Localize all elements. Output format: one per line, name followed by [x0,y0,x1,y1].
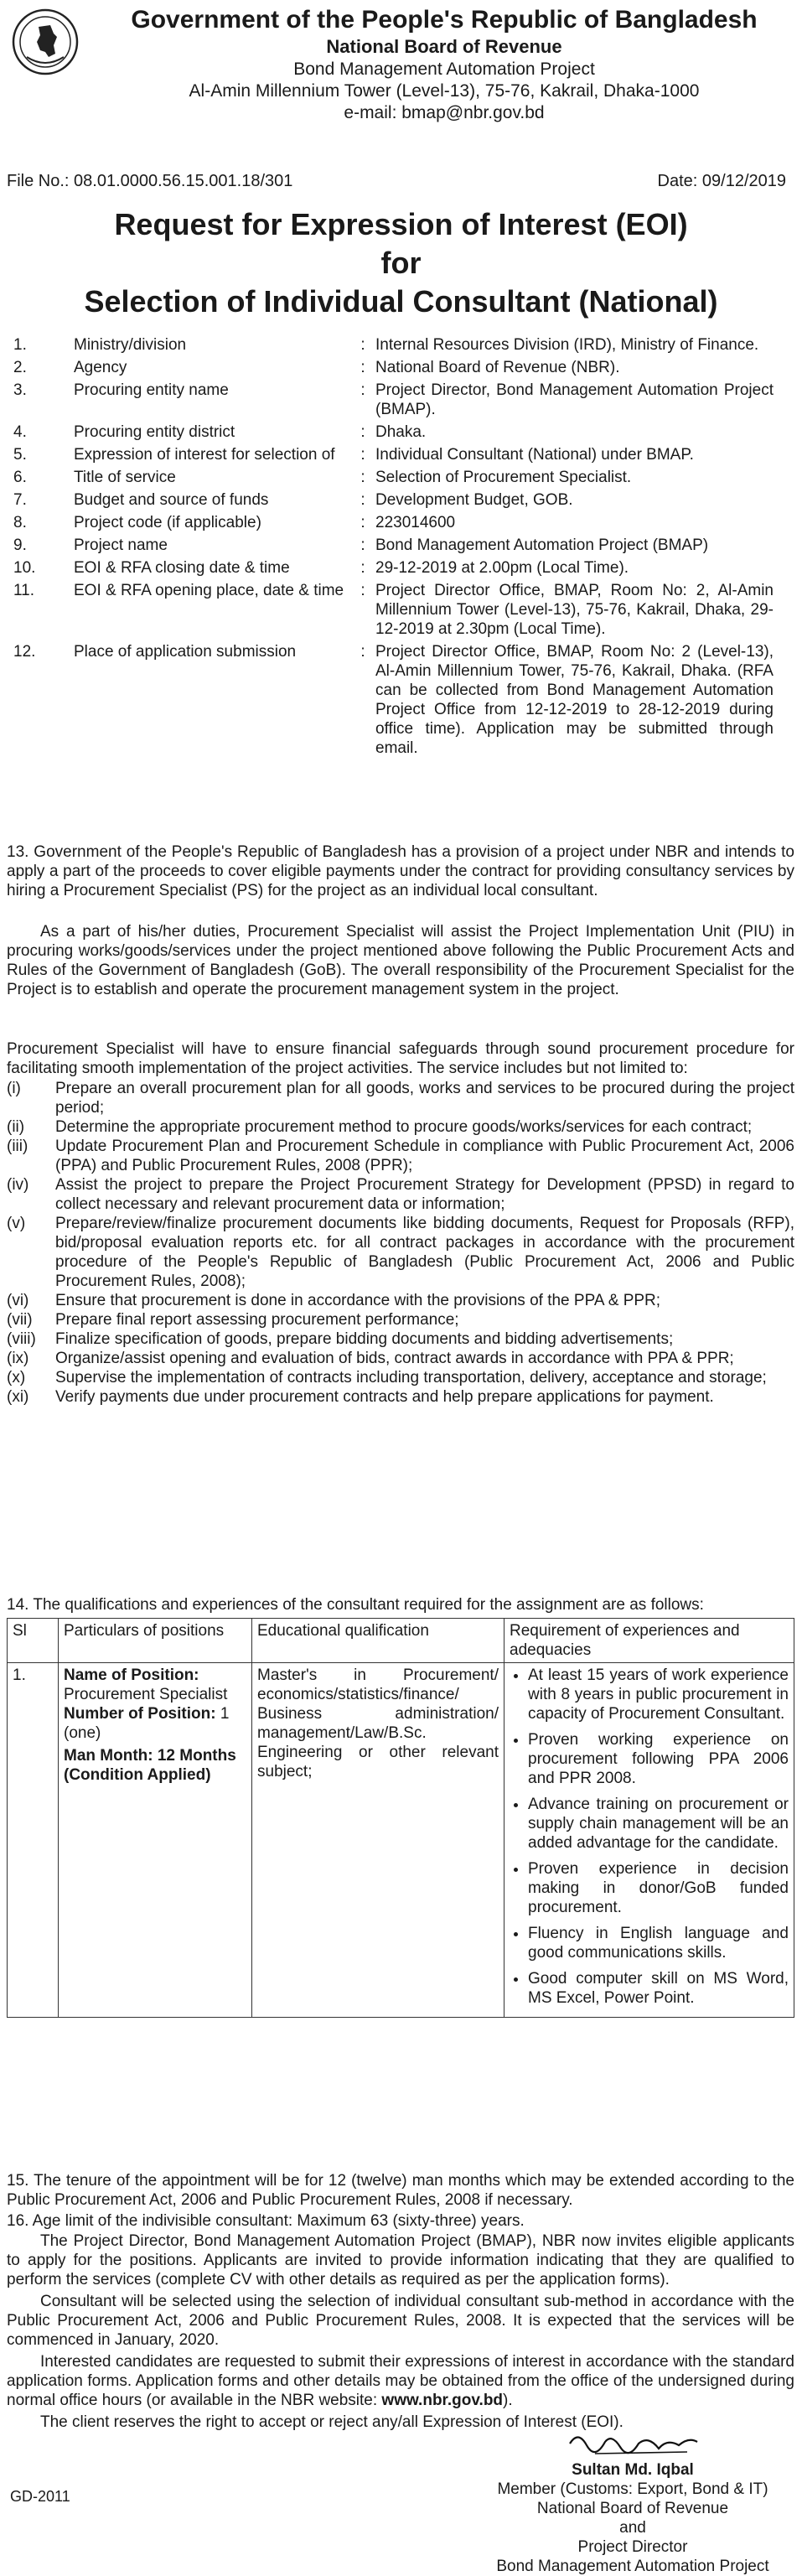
info-row [7,335,794,355]
paragraph-reserve: The client reserves the right to accept or reject any/all Expression of Interest (EOI). [40,2413,623,2431]
info-colon: : [360,469,365,486]
list-item-label: (ii) [7,1118,25,1136]
info-colon: : [360,423,365,441]
row-sl: 1. [8,1663,59,2018]
file-number: File No.: 08.01.0000.56.15.001.18/301 [7,172,293,190]
experience-item: • Proven working experience on procurement following PPA 2006 and PPR 2008. [528,1730,789,1788]
info-colon: : [360,381,365,399]
info-value: Selection of Procurement Specialist. [375,469,632,486]
info-key: EOI & RFA closing date & time [74,559,290,577]
letterhead [0,0,802,159]
signatory-role: Member (Customs: Export, Bond & IT) [497,2480,768,2498]
project-name: Bond Management Automation Project [293,60,595,79]
government-seal-icon [12,8,79,75]
signatory-org: National Board of Revenue [536,2500,729,2517]
experience-list [510,1666,789,2008]
experience-item: • Good computer skill on MS Word, MS Excel, Power Point. [528,1969,789,2008]
info-colon: : [360,359,365,376]
info-row [7,581,794,639]
info-number: 10. [13,559,36,577]
office-email: e-mail: bmap@nbr.gov.bd [344,103,545,122]
man-month: Man Month: 12 Months (Condition Applied) [64,1747,236,1784]
signatory-project: Bond Management Automation Project [496,2558,769,2575]
info-colon: : [360,643,365,661]
info-value: Dhaka. [375,423,427,441]
title-line-2: for [380,246,422,280]
list-item-label: (iii) [7,1138,28,1155]
signature-scribble-icon [561,2427,704,2460]
issue-date: Date: 09/12/2019 [657,172,786,190]
info-number: 6. [13,469,27,486]
info-key: Place of application submission [74,643,297,661]
footer-code: GD-2011 [10,2488,70,2505]
list-item [7,1368,794,1387]
col-experience: Requirement of experiences and adequacies [504,1619,794,1663]
info-row [7,513,794,532]
info-number: 2. [13,359,27,376]
info-value: Project Director Office, BMAP, Room No: 2, Al-Amin Millennium Tower (Level-13), 75-76, Kakrail, Dhaka, 29-12-2019 at 2.30pm (Local Time). [375,582,774,638]
info-value: Development Budget, GOB. [375,491,573,509]
list-item [7,1117,794,1137]
list-item [7,1175,794,1214]
info-value: National Board of Revenue (NBR). [375,359,620,376]
info-value: Internal Resources Division (IRD), Ministry of Finance. [375,336,759,354]
list-item [7,1329,794,1349]
info-colon: : [360,514,365,531]
info-number: 9. [13,536,27,554]
row-education: Master's in Procurement/ economics/statistics/finance/ Business administration/ management/Law/B.Sc. Engineering or other relevant subject; [252,1663,504,2018]
info-key: Expression of interest for selection of [74,446,335,464]
col-sl: Sl [8,1619,59,1663]
list-item-text: Assist the project to prepare the Project Procurement Strategy for Development (PPSD) in regard to collect necessary and relevant procurement data or information; [55,1176,794,1213]
info-key: EOI & RFA opening place, date & time [74,582,344,599]
row-experience [504,1663,794,2018]
info-row [7,642,794,758]
list-item-text: Update Procurement Plan and Procurement Schedule in compliance with Public Procurement Act, 2006 (PPA) and Public Procurement Rules, 2008 (PPR); [55,1138,794,1174]
paragraph-interested: Interested candidates are requested to submit their expressions of interest in accordance with the standard application forms. Application forms and other details may be obtained from the office of the undersigned during normal office hours (or available in the NBR website: www.nbr.gov.bd). [7,2353,794,2409]
info-colon: : [360,446,365,464]
position-number: 1 (one) [64,1705,230,1742]
info-key: Agency [74,359,127,376]
list-item-label: (iv) [7,1176,29,1194]
office-address: Al-Amin Millennium Tower (Level-13), 75-76, Kakrail, Dhaka-1000 [189,81,700,101]
list-item-label: (vii) [7,1311,33,1329]
position-name: Procurement Specialist [64,1686,228,1703]
info-row [7,381,794,419]
list-item-label: (vi) [7,1292,29,1309]
paragraph-13: 13. Government of the People's Republic of Bangladesh has a provision of a project under NBR and intends to apply a part of the proceeds to cover eligible payments under the contract for providing consultancy services by hiring a Procurement Specialist (PS) for the project as an individual local consultant. [7,843,794,899]
info-value: Project Director, Bond Management Automation Project (BMAP). [375,381,774,418]
info-number: 8. [13,514,27,531]
website-link[interactable]: www.nbr.gov.bd [381,2392,504,2409]
paragraph-15: 15. The tenure of the appointment will be for 12 (twelve) man months which may be extended according to the Public Procurement Act, 2006 and Public Procurement Rules, 2008 if necessary. [7,2172,794,2209]
info-number: 11. [13,582,35,599]
signature-block [469,2427,796,2576]
info-colon: : [360,559,365,577]
title-line-1: Request for Expression of Interest (EOI) [114,207,688,241]
info-row [7,536,794,555]
experience-item: • Advance training on procurement or supply chain management will be an added advantage for the candidate. [528,1795,789,1853]
col-particulars: Particulars of positions [59,1619,252,1663]
info-row [7,358,794,377]
info-row [7,558,794,578]
list-item [7,1079,794,1117]
title-line-3: Selection of Individual Consultant (National) [84,284,718,319]
info-key: Project code (if applicable) [74,514,261,531]
experience-item: • At least 15 years of work experience with 8 years in public procurement in capacity of Procurement Consultant. [528,1666,789,1723]
list-item-text: Ensure that procurement is done in accordance with the provisions of the PPA & PPR; [55,1292,661,1309]
paragraph-safeguards: Procurement Specialist will have to ensure financial safeguards through sound procurement procedure for facilitating smooth implementation of the project activities. The service includes but not limited to: [7,1040,794,1077]
info-row [7,445,794,464]
info-value: Individual Consultant (National) under BMAP. [375,446,694,464]
services-list [7,1079,794,1407]
experience-item: • Proven experience in decision making in donor/GoB funded procurement. [528,1859,789,1917]
list-item-text: Supervise the implementation of contracts including transportation, delivery, acceptance and storage; [55,1369,767,1386]
info-colon: : [360,336,365,354]
paragraph-16: 16. Age limit of the indivisible consultant: Maximum 63 (sixty-three) years. [7,2212,525,2230]
info-key: Project name [74,536,168,554]
list-item-text: Finalize specification of goods, prepare bidding documents and bidding advertisements; [55,1330,674,1348]
paragraph-invite: The Project Director, Bond Management Automation Project (BMAP), NBR now invites eligible applicants to apply for the positions. Applicants are invited to provide information indicating that they are qualified to perform the services (complete CV with other details as required as per the application forms). [7,2232,794,2288]
info-colon: : [360,582,365,599]
info-value: Project Director Office, BMAP, Room No: 2 (Level-13), Al-Amin Millennium Tower, 75-76, Kakrail, Dhaka. (RFA can be collected from Bond Management Automation Project Office from 12-12-2019 to 28-12-2019 during office time). Application may be submitted through email. [375,643,774,757]
info-key: Title of service [74,469,176,486]
info-key: Ministry/division [74,336,187,354]
list-item-label: (viii) [7,1330,36,1348]
info-row [7,468,794,487]
info-key: Procuring entity district [74,423,235,441]
list-item [7,1387,794,1407]
info-value: 29-12-2019 at 2.00pm (Local Time). [375,559,629,577]
list-item [7,1310,794,1329]
info-number: 7. [13,491,27,509]
paragraph-duties: As a part of his/her duties, Procurement Specialist will assist the Project Implementation Unit (PIU) in procuring works/goods/services under the project mentioned above following the Public Procurement Acts and Rules of the Government of Bangladesh (GoB). The overall responsibility of the Procurement Specialist for the Project is to establish and operate the procurement management system in the project. [7,923,794,998]
info-colon: : [360,536,365,554]
info-number: 5. [13,446,27,464]
paragraph-selection: Consultant will be selected using the selection of individual consultant sub-method in accordance with the Public Procurement Act, 2006 and Public Procurement Rules, 2008. It is expected that the services will be commenced in January, 2020. [7,2293,794,2349]
info-value: 223014600 [375,514,456,531]
list-item-text: Prepare final report assessing procurement performance; [55,1311,459,1329]
board-name: National Board of Revenue [326,36,562,57]
info-row [7,422,794,442]
paragraph-14: 14. The qualifications and experiences of the consultant required for the assignment are as follows: [7,1596,704,1614]
table-row [8,1663,794,2018]
info-number: 1. [13,336,27,354]
info-value: Bond Management Automation Project (BMAP) [375,536,709,554]
list-item-text: Verify payments due under procurement contracts and help prepare applications for payment. [55,1388,714,1406]
page-title [0,205,802,321]
list-item-text: Prepare/review/finalize procurement documents like bidding documents, Request for Proposals (RFP), bid/proposal evaluation reports etc. for all contract packages in accordance with the procurement procedure of the People's Republic of Bangladesh (Public Procurement Act, 2006 and Public Procurement Rules, 2008); [55,1215,794,1290]
info-key: Budget and source of funds [74,491,269,509]
info-colon: : [360,491,365,509]
list-item [7,1214,794,1291]
list-item-text: Organize/assist opening and evaluation of bids, contract awards in accordance with PPA & PPR; [55,1350,734,1367]
signatory-and: and [619,2519,646,2537]
qualifications-table [7,1618,794,2018]
list-item [7,1291,794,1310]
info-number: 4. [13,423,27,441]
file-line [7,172,794,191]
position-name-label: Name of Position: [64,1666,199,1684]
position-number-label: Number of Position: [64,1705,216,1723]
experience-item: • Fluency in English language and good communications skills. [528,1924,789,1962]
list-item-text: Prepare an overall procurement plan for all goods, works and services to be procured during the project period; [55,1080,794,1117]
info-number: 3. [13,381,27,399]
list-item-label: (i) [7,1080,21,1097]
info-number: 12. [13,643,36,661]
government-name: Government of the People's Republic of Bangladesh [131,6,758,34]
list-item-text: Determine the appropriate procurement method to procure goods/works/services for each contract; [55,1118,753,1136]
procurement-info-list [7,335,794,761]
list-item-label: (xi) [7,1388,29,1406]
signatory-pd: Project Director [577,2538,688,2556]
list-item [7,1349,794,1368]
info-key: Procuring entity name [74,381,229,399]
info-row [7,490,794,510]
list-item-label: (v) [7,1215,26,1232]
col-education: Educational qualification [252,1619,504,1663]
list-item-label: (ix) [7,1350,29,1367]
table-header-row [8,1619,794,1663]
row-particulars [59,1663,252,2018]
list-item-label: (x) [7,1369,26,1386]
list-item [7,1137,794,1175]
signatory-name: Sultan Md. Iqbal [572,2461,694,2479]
